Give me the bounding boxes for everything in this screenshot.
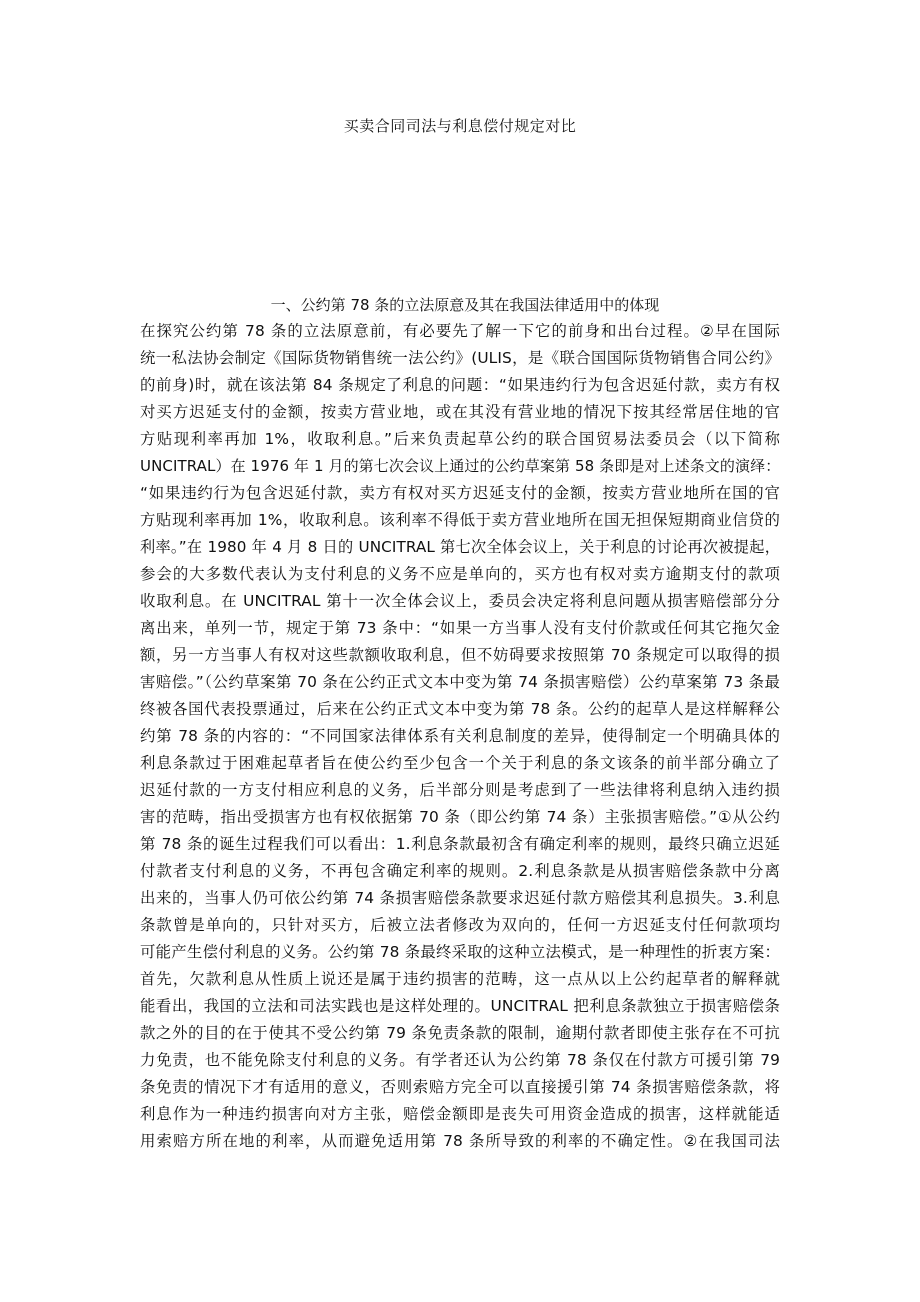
- body-line: 第 78 条的诞生过程我们可以看出：1.利息条款最初含有确定利率的规则，最终只确立迟延: [140, 835, 780, 853]
- body-line: 可能产生偿付利息的义务。公约第 78 条最终采取的这种立法模式，是一种理性的折衷方案：: [140, 943, 780, 961]
- body-line: 出来的，当事人仍可依公约第 74 条损害赔偿条款要求迟延付款方赔偿其利息损失。3.利息: [140, 889, 780, 907]
- body-line: 利息作为一种违约损害向对方主张，赔偿金额即是丧失可用资金造成的损害，这样就能适: [140, 1105, 780, 1123]
- body-line: 害赔偿。”（公约草案第 70 条在公约正式文本中变为第 74 条损害赔偿）公约草案第 73 条最: [140, 673, 780, 691]
- body-line: 对买方迟延支付的金额，按卖方营业地，或在其没有营业地的情况下按其经常居住地的官: [140, 403, 780, 421]
- body-line: 方贴现利率再加 1%，收取利息。该利率不得低于卖方营业地所在国无担保短期商业信贷的: [140, 511, 780, 529]
- body-line: 害的范畴，指出受损害方也有权依据第 70 条（即公约第 74 条）主张损害赔偿。”①从公约: [140, 808, 780, 826]
- body-line: 利息条款过于困难起草者旨在使公约至少包含一个关于利息的条文该条的前半部分确立了: [140, 754, 780, 772]
- document-title: 买卖合同司法与利息偿付规定对比: [343, 117, 577, 135]
- body-line: 条免责的情况下才有适用的意义，否则索赔方完全可以直接援引第 74 条损害赔偿条款，将: [140, 1078, 780, 1096]
- body-line: 条款曾是单向的，只针对买方，后被立法者修改为双向的，任何一方迟延支付任何款项均: [140, 916, 780, 934]
- body-line: 的前身)时，就在该法第 84 条规定了利息的问题：“如果违约行为包含迟延付款，卖方有权: [140, 376, 780, 394]
- body-line: 首先，欠款利息从性质上说还是属于违约损害的范畴，这一点从以上公约起草者的解释就: [140, 970, 780, 988]
- body-line: 款之外的目的在于使其不受公约第 79 条免责条款的限制，逾期付款者即使主张存在不可抗: [140, 1024, 780, 1042]
- body-line: 方贴现利率再加 1%，收取利息。”后来负责起草公约的联合国贸易法委员会（以下简称: [140, 430, 780, 448]
- body-line: 用索赔方所在地的利率，从而避免适用第 78 条所导致的利率的不确定性。②在我国司法: [140, 1132, 780, 1150]
- body-line: 收取利息。在 UNCITRAL 第十一次全体会议上，委员会决定将利息问题从损害赔偿部分分: [140, 592, 780, 610]
- section-heading: 一、公约第 78 条的立法原意及其在我国法律适用中的体现: [270, 296, 660, 314]
- body-line: 离出来，单列一节，规定于第 73 条中：“如果一方当事人没有支付价款或任何其它拖欠金: [140, 619, 780, 637]
- body-line: 额，另一方当事人有权对这些款额收取利息，但不妨碍要求按照第 70 条规定可以取得的损: [140, 646, 780, 664]
- body-line: UNCITRAL）在 1976 年 1 月的第七次会议上通过的公约草案第 58 条即是对上述条文的演绎：: [140, 457, 780, 475]
- body-line: 力免责，也不能免除支付利息的义务。有学者还认为公约第 78 条仅在付款方可援引第 79: [140, 1051, 780, 1069]
- body-line: 参会的大多数代表认为支付利息的义务不应是单向的，买方也有权对卖方逾期支付的款项: [140, 565, 780, 583]
- body-line: 统一私法协会制定《国际货物销售统一法公约》(ULIS，是《联合国国际货物销售合同公约》: [140, 349, 780, 367]
- body-line: 付款者支付利息的义务，不再包含确定利率的规则。2.利息条款是从损害赔偿条款中分离: [140, 862, 780, 880]
- body-line: 能看出，我国的立法和司法实践也是这样处理的。UNCITRAL 把利息条款独立于损害赔偿条: [140, 997, 780, 1015]
- body-text: [140, 318, 780, 1155]
- body-line: 约第 78 条的内容的：“不同国家法律体系有关利息制度的差异，使得制定一个明确具体的: [140, 727, 780, 745]
- body-line: 利率。”在 1980 年 4 月 8 日的 UNCITRAL 第七次全体会议上，关于利息的讨论再次被提起，: [140, 538, 780, 556]
- body-line: 迟延付款的一方支付相应利息的义务，后半部分则是考虑到了一些法律将利息纳入违约损: [140, 781, 780, 799]
- body-line: “如果违约行为包含迟延付款，卖方有权对买方迟延支付的金额，按卖方营业地所在国的官: [140, 484, 780, 502]
- body-line: 在探究公约第 78 条的立法原意前，有必要先了解一下它的前身和出台过程。②早在国际: [140, 322, 780, 340]
- body-line: 终被各国代表投票通过，后来在公约正式文本中变为第 78 条。公约的起草人是这样解释公: [140, 700, 780, 718]
